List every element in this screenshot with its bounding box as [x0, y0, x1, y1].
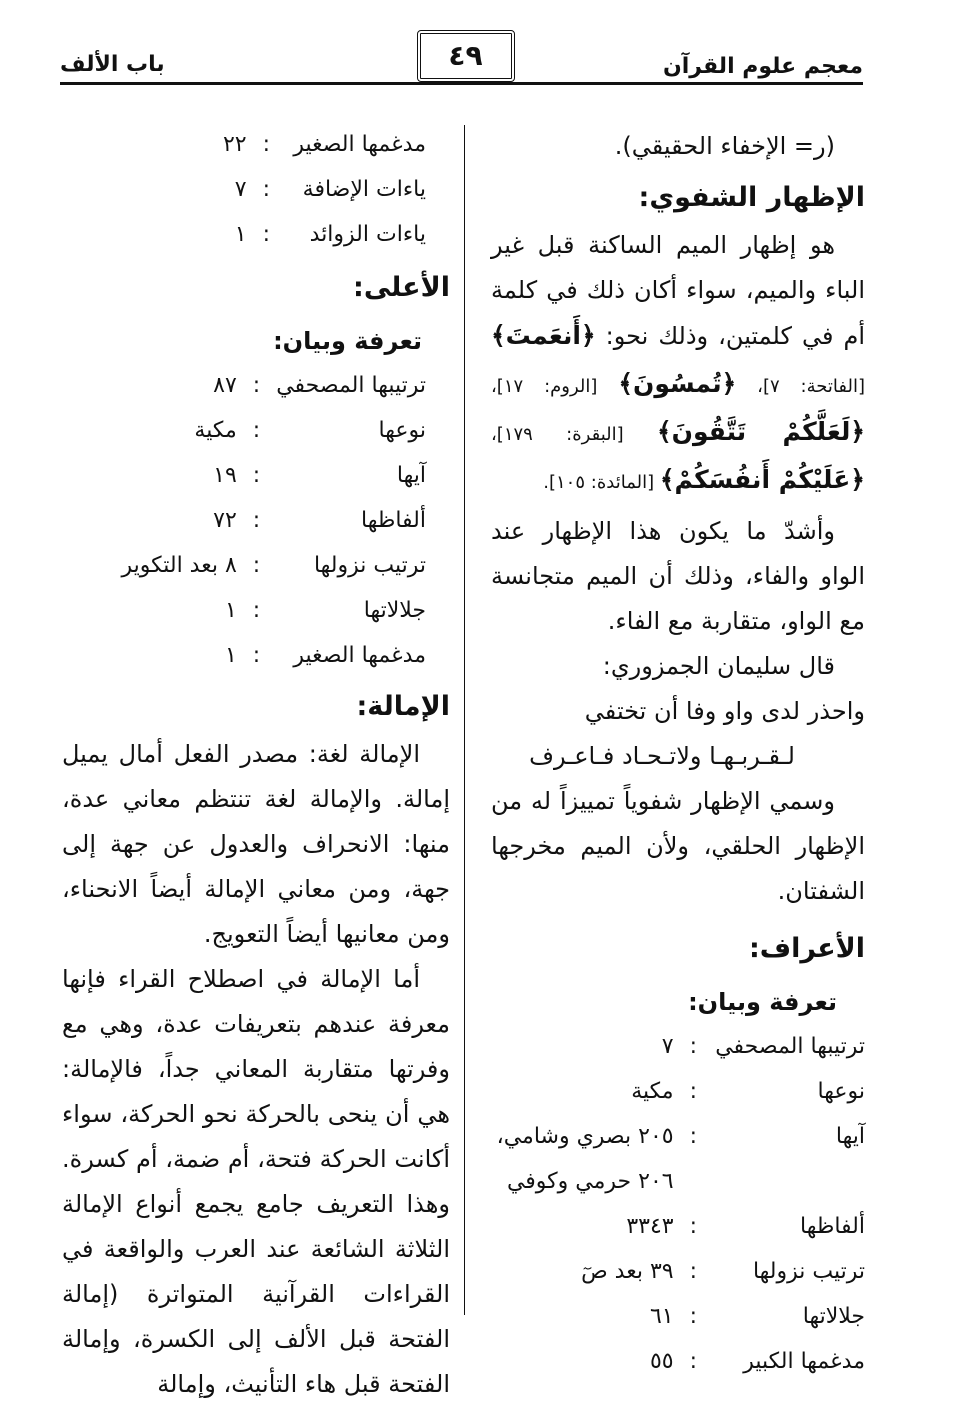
section-title-al-araf: الأعراف: — [748, 933, 865, 964]
intro-line: (ر= الإخفاء الحقيقي). — [614, 132, 835, 160]
info-value: مكية — [194, 418, 237, 443]
info-value: ٧٢ — [213, 508, 237, 533]
info-value: ٧ — [234, 177, 247, 202]
paragraph-izhar-strongest: وأشدّ ما يكون هذا الإظهار عند الواو والفاء، وذلك أن الميم متجانسة مع الواو، متقاربة مع الفاء. — [491, 517, 865, 635]
quran-reference: [الروم: ١٧]، — [491, 376, 619, 397]
info-label: نوعها — [817, 1079, 865, 1104]
info-colon: : — [252, 418, 261, 443]
quran-quote: ﴿لَعَلَّكُمْ تَتَّقُونَ﴾ — [656, 417, 865, 446]
info-row — [121, 408, 426, 453]
info-colon: : — [262, 132, 270, 157]
info-row — [121, 633, 426, 678]
section-title-imala: الإمالة: — [356, 691, 450, 722]
info-value: ٣٩ بعد صٓ — [581, 1259, 674, 1284]
info-colon: : — [252, 643, 261, 668]
info-colon — [674, 1159, 713, 1204]
header-rule — [60, 82, 863, 85]
info-value: ١ — [234, 222, 247, 247]
info-label: نوعها — [378, 418, 426, 443]
subtitle-al-ala: تعرفة وبيان: — [273, 327, 422, 355]
info-label — [713, 1159, 865, 1204]
info-label: مدغمها الكبير — [743, 1349, 865, 1374]
info-value: ٢٢ — [222, 132, 247, 157]
right-column — [491, 124, 865, 1384]
surah-info-table-continued — [223, 122, 426, 257]
info-colon: : — [689, 1349, 697, 1374]
info-row — [223, 212, 426, 257]
info-value: ٥٥ — [649, 1349, 674, 1374]
info-label: مدغمها الصغير — [293, 132, 426, 157]
info-colon: : — [689, 1259, 697, 1284]
info-row — [497, 1069, 865, 1114]
info-label: ياءات الزوائد — [309, 222, 426, 247]
book-title: معجم علوم القرآن — [662, 54, 863, 79]
info-colon: : — [252, 508, 261, 533]
quran-quote: ﴿تُمسُونَ﴾ — [618, 369, 737, 398]
info-row — [121, 363, 426, 408]
info-value: مكية — [631, 1079, 674, 1104]
column-divider — [464, 125, 465, 1315]
info-label: ترتيب نزولها — [752, 1259, 865, 1284]
page-number: ٤٩ — [417, 30, 515, 82]
info-label: مدغمها الصغير — [293, 643, 426, 668]
info-value: ١ — [224, 598, 237, 623]
info-value: ١٩ — [213, 463, 237, 488]
info-row — [497, 1339, 865, 1384]
info-row — [497, 1024, 865, 1069]
info-value: ٨ بعد التكوير — [121, 553, 237, 578]
info-value: ٢٠٥ بصري وشامي، — [496, 1124, 674, 1149]
info-colon: : — [252, 598, 261, 623]
paragraph-izhar-naming: وسمي الإظهار شفوياً تمييزاً له من الإظهار الحلقي، ولأن الميم مخرجها الشفتان. — [491, 787, 865, 905]
info-label: جلالاتها — [802, 1304, 865, 1329]
section-title-al-ala: الأعلى: — [353, 272, 450, 303]
info-row — [223, 167, 426, 212]
section-title-izhar-shafawi: الإظهار الشفوي: — [638, 182, 865, 213]
paragraph-text: هو إظهار الميم الساكنة قبل غير الباء والميم، سواء أكان ذلك في كلمة أم في كلمتين، وذلك نحو: — [491, 231, 865, 350]
quran-quote: ﴿أَنعَمتَ﴾ — [491, 321, 596, 350]
info-row — [497, 1294, 865, 1339]
info-value: ٦١ — [649, 1304, 674, 1329]
quran-reference: [المائدة: ١٠٥]. — [543, 472, 660, 493]
info-colon: : — [689, 1124, 697, 1149]
info-label: ترتيبها المصحفي — [276, 373, 426, 398]
info-value: ٨٧ — [213, 373, 237, 398]
info-value: ٢٠٦ حرمي وكوفي — [506, 1169, 674, 1194]
info-row — [121, 588, 426, 633]
chapter-title: باب الألف — [60, 52, 165, 77]
paragraph-izhar-definition — [491, 223, 865, 505]
surah-info-table-al-ala — [121, 363, 426, 678]
info-colon: : — [689, 1304, 697, 1329]
info-row — [121, 498, 426, 543]
info-colon: : — [262, 222, 270, 247]
poem-verse-second: لـقـربـهـا ولاتـحـاد فـاعـرف — [529, 742, 795, 770]
info-colon: : — [689, 1214, 697, 1239]
info-colon: : — [262, 177, 270, 202]
info-colon: : — [689, 1079, 697, 1104]
info-row — [223, 122, 426, 167]
subtitle-al-araf: تعرفة وبيان: — [688, 988, 837, 1016]
info-label: ياءات الإضافة — [302, 177, 426, 202]
left-column — [62, 124, 450, 1407]
quran-quote: ﴿عَلَيْكُمْ أَنفُسَكُمْ﴾ — [659, 465, 865, 494]
poem-verse-first: واحذر لدى واو وفا أن تختفي — [584, 697, 865, 725]
info-label: ألفاظها — [799, 1214, 865, 1239]
info-label: آيها — [396, 463, 426, 488]
paragraph-imala-technical: أما الإمالة في اصطلاح القراء فإنها معرفة عندهم بتعريفات عدة، وهي مع وفرتها متقاربة المعاني جداً، فالإمالة: هي أن ينحى بالحركة نحو الحركة، سواء أكانت الحركة فتحة، أم ضمة، أم كسرة. وهذا التعريف جامع يجمع أنواع الإمالة الثلاثة الشائعة عند العرب والواقعة في القراءات القرآنية المتواترة (إمالة الفتحة قبل الألف إلى الكسرة، وإمالة الفتحة قبل هاء التأنيث، وإمالة — [62, 965, 450, 1398]
info-row — [497, 1249, 865, 1294]
info-row — [497, 1159, 865, 1204]
info-label: ترتيب نزولها — [313, 553, 426, 578]
info-row — [121, 453, 426, 498]
quran-reference: [الفاتحة: ٧]، — [736, 376, 865, 397]
info-colon: : — [689, 1034, 697, 1059]
info-label: ألفاظها — [360, 508, 426, 533]
info-value: ٧ — [661, 1034, 674, 1059]
surah-info-table-al-araf — [497, 1024, 865, 1384]
quran-reference: [البقرة: ١٧٩]، — [491, 424, 657, 445]
info-row — [121, 543, 426, 588]
info-value: ١ — [224, 643, 237, 668]
info-row — [497, 1204, 865, 1249]
info-colon: : — [252, 373, 261, 398]
info-label: جلالاتها — [363, 598, 426, 623]
info-colon: : — [252, 463, 261, 488]
info-colon: : — [252, 553, 261, 578]
page-header — [60, 30, 863, 84]
info-row — [497, 1114, 865, 1159]
info-value: ٣٣٤٣ — [626, 1214, 674, 1239]
paragraph-imala-linguistic: الإمالة لغة: مصدر الفعل أمال يميل إمالة. والإمالة لغة تنتظم معاني عدة، منها: الانحراف والعدول عن جهة إلى جهة، ومن معاني الإمالة أيضاً الانحناء، ومن معانيها أيضاً التعويج. — [62, 740, 450, 948]
paragraph-quote-intro: قال سليمان الجمزوري: — [602, 652, 835, 680]
info-label: آيها — [835, 1124, 865, 1149]
info-label: ترتيبها المصحفي — [715, 1034, 865, 1059]
